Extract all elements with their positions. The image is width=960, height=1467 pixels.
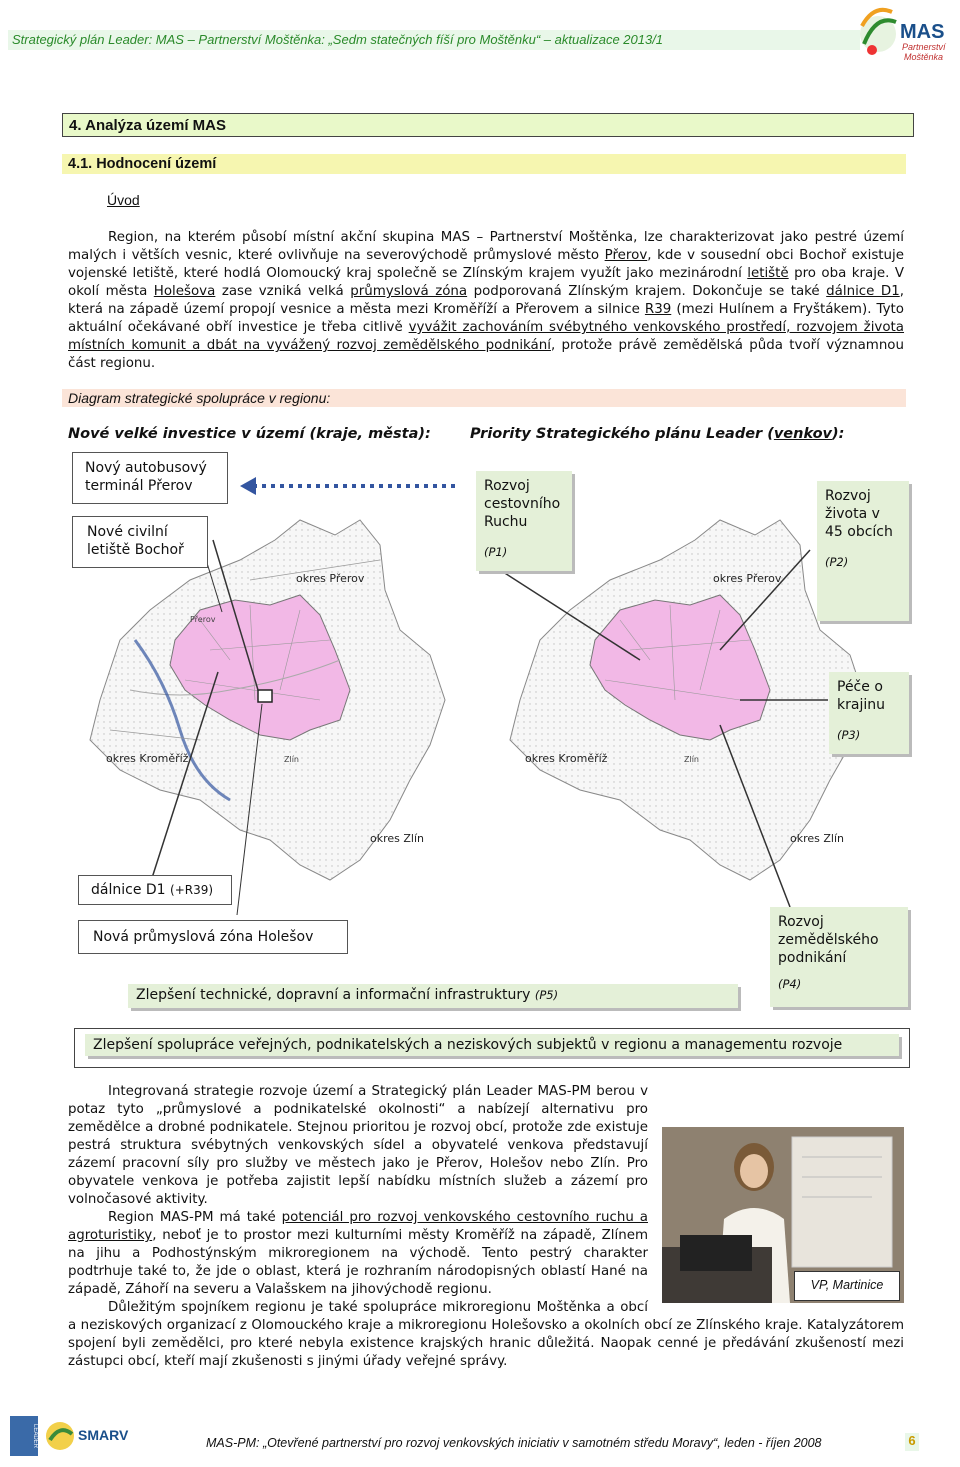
box-industrial-zone: Nová průmyslová zóna Holešov: [78, 920, 348, 954]
map-label-zlin-town-right: Zlín: [684, 755, 699, 764]
cooperation-bar: Zlepšení spolupráce veřejných, podnikatelských a neziskových subjektů v regionu a managementu rozvoje: [85, 1034, 899, 1056]
priority-p1: Rozvoj cestovního Ruchu (P1): [476, 471, 572, 571]
map-label-kromeriz-left: okres Kroměříž: [106, 752, 189, 765]
smarv-text: SMARV: [78, 1427, 129, 1443]
logo-mas-text: MAS: [900, 21, 945, 43]
closing-paragraph-3: Důležitým spojníkem regionu je také spolupráce mikroregionu Moštěnka a obcí a neziskových organizací z Olomouckého kraje a mikroregionu Holešovsko a okolních obcí ze Zlínského kraje. Katalyzátorem spojení byli zemědělci, pro které nebyla existence krajských hranic důležitá. Naopak cenné je předávání zkušeností mezi zástupci obcí, kteří mají zkušenosti s jinými úřady veřejné správy.: [68, 1300, 904, 1369]
logo-partnerstvi-text: Partnerství: [902, 42, 946, 52]
closing-paragraph-2: Region MAS-PM má také potenciál pro rozvoj venkovského cestovního ruchu a agroturistiky, neboť je to prostor mezi kulturními městy Kroměříž na západě, Zlínem na jihu a Podhostýnským mikroregionem na východě. Tento pestrý charakter podtrhuje také to, že jde o oblast, která je rozhraním národopisných oblastí Hané na západě, Záhoří na severu a Valašskem na jihovýchodě regionu.: [68, 1210, 648, 1297]
closing-paragraph-1: Integrovaná strategie rozvoje území a Strategický plán Leader MAS-PM berou v potaz tyto „průmyslové a podnikatelské okolnosti“ a nabízejí alternativu pro zemědělce a drobné podnikatele. Stejnou prioritou je rozvoj obcí, protože zde existuje pestrá struktura svébytných venkovských sídel a obyvatelé venkova představují zázemí pracovní síly pro služby ve městech jako je Přerov, Holešov nebo Zlín. Pro obyvatele venkova je potřeba zajistit lepší nabídku místních služeb a zázemí pro volnočasové aktivity.: [68, 1084, 648, 1207]
photo: [662, 1127, 904, 1303]
closing-text: [68, 1083, 904, 1371]
box-bus-terminal: Nový autobusový terminál Přerov: [72, 452, 228, 504]
smarv-logo: [42, 1418, 142, 1454]
intro-label: Úvod: [107, 192, 140, 208]
page-header: [8, 30, 860, 50]
map-label-prerov-right: okres Přerov: [713, 572, 782, 585]
box-airport: Nové civilní letiště Bochoř: [72, 516, 208, 568]
dotted-arrow: [240, 477, 455, 495]
map-label-prerov-left: okres Přerov: [296, 572, 365, 585]
section-heading: 4. Analýza území MAS: [62, 113, 914, 137]
map-label-kromeriz-right: okres Kroměříž: [525, 752, 608, 765]
left-heading: Nové velké investice v území (kraje, města):: [68, 426, 431, 442]
priority-p3: Péče o krajinu (P3): [829, 672, 909, 754]
left-map: [90, 520, 445, 880]
link-prerov: Přerov: [604, 248, 648, 263]
footer-text: MAS-PM: „Otevřené partnerství pro rozvoj venkovských iniciativ v samotném středu Moravy“, leden - říjen 2008: [206, 1436, 822, 1450]
map-label-zlin-town-left: Zlín: [284, 755, 299, 764]
map-label-zlin-right: okres Zlín: [790, 832, 844, 845]
cooperation-frame: [74, 1028, 910, 1068]
priority-p5: Zlepšení technické, dopravní a informační infrastruktury (P5): [128, 984, 738, 1008]
intro-paragraph: Region, na kterém působí místní akční skupina MAS – Partnerství Moštěnka, lze charakterizovat jako pestré území malých i větších vesnic, které ovlivňuje na severovýchodě průmyslové město Přerov, kde v sousední obci Bochoř existuje vojenské letiště, které hodlá Olomoucký kraj společně se Zlínským krajem využít jako mezinárodní letiště pro oba kraje. V okolí města Holešova zase vzniká velká průmyslová zóna podporovaná Zlínským krajem. Dokončuje se také dálnice D1, která na západě území propojí vesnice a města mezi Kroměříží a Přerovem a silnice R39 (mezi Hulínem a Fryštákem). Tyto aktuální očekávané obří investice je třeba citlivě vyvážit zachováním svébytného venkovského prostředí, rozvojem života místních komunit a dbát na vyvážený rozvoj zemědělského podnikání, protože právě zemědělská půda tvoří významnou část regionu.: [68, 230, 905, 371]
subsection-heading: 4.1. Hodnocení území: [62, 154, 906, 174]
page-number: 6: [905, 1433, 919, 1451]
mas-logo: [856, 4, 952, 76]
right-heading: Priority Strategického plánu Leader (venkov):: [470, 426, 845, 442]
box-highway: dálnice D1 (+R39): [78, 875, 232, 905]
diagram-label: Diagram strategické spolupráce v regionu:: [62, 389, 906, 407]
leader-logo: LEADER: [10, 1416, 38, 1456]
map-label-prerov-town-left: Přerov: [190, 615, 216, 624]
priority-p4: Rozvoj zemědělského podnikání (P4): [770, 907, 908, 1007]
logo-mostenka-text: Moštěnka: [904, 52, 944, 62]
map-label-zlin-left: okres Zlín: [370, 832, 424, 845]
priority-p2: Rozvoj života v 45 obcích (P2): [817, 481, 909, 621]
header-title: Strategický plán Leader: MAS – Partnerství Moštěnka: „Sedm statečných fíší pro Moštěnku“ – aktualizace 2013/1: [12, 32, 664, 47]
photo-caption: VP, Martinice: [794, 1271, 900, 1301]
